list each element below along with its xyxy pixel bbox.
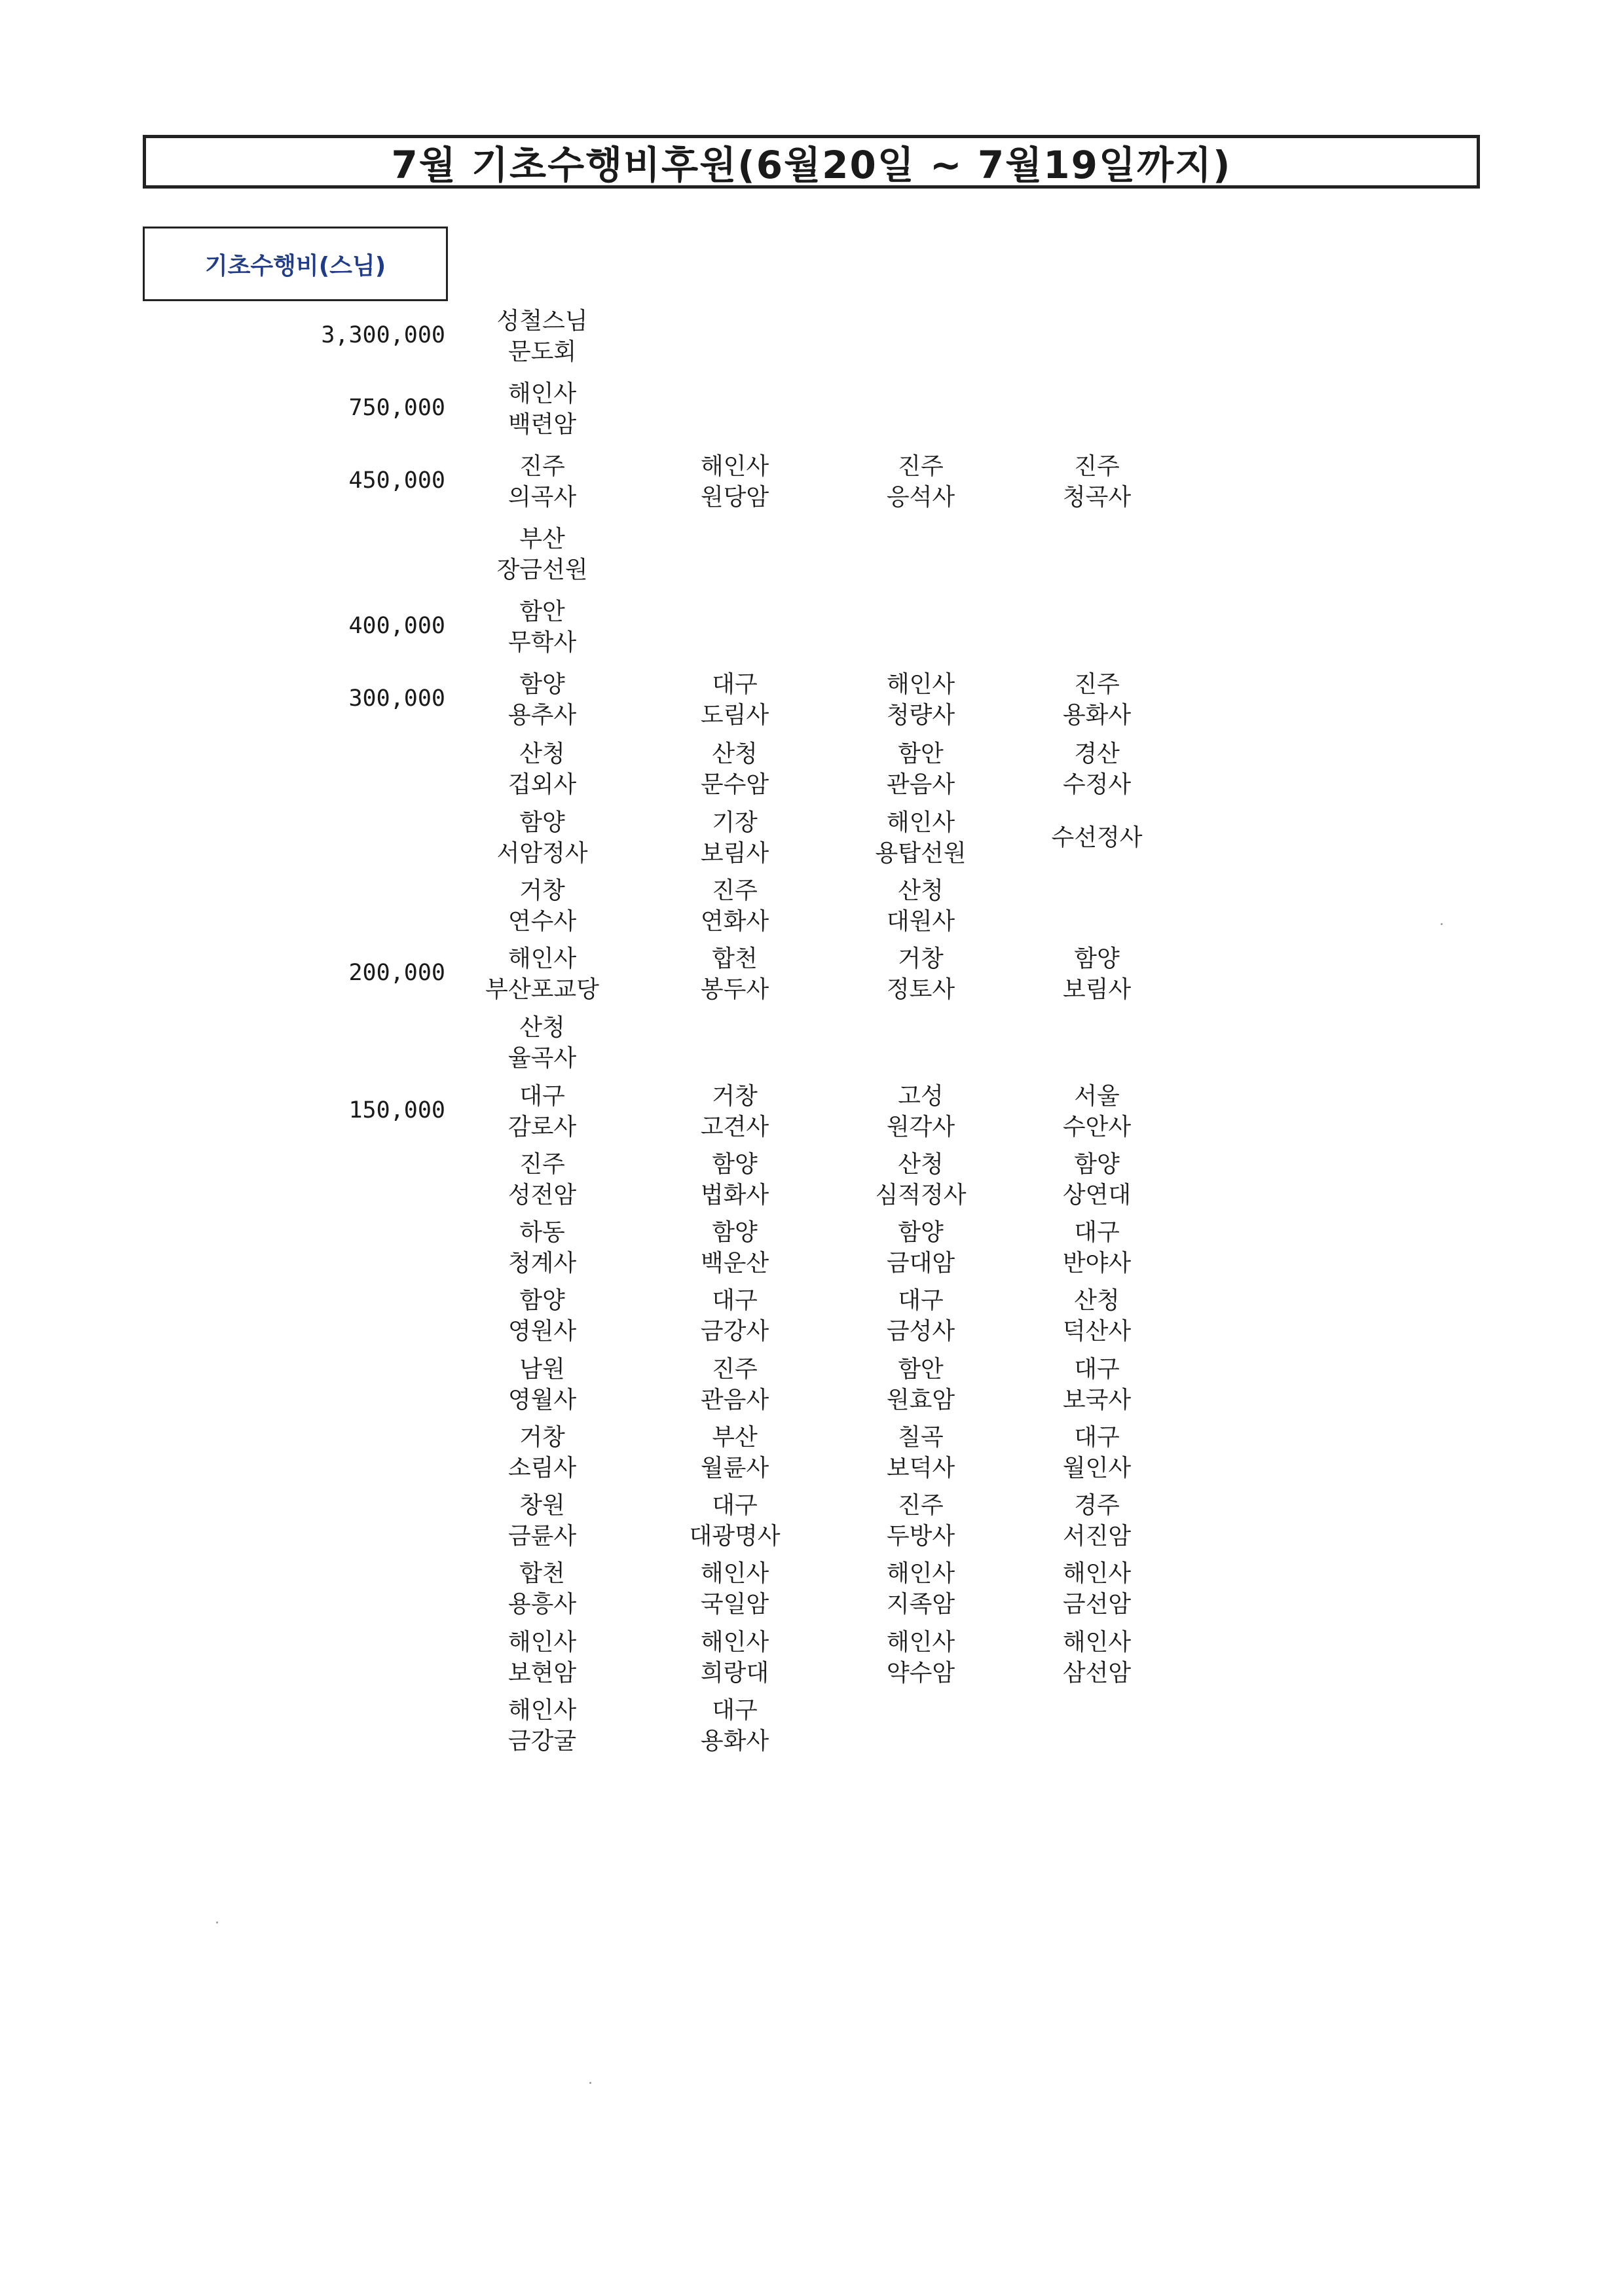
donation-amount: 400,000 bbox=[348, 613, 445, 639]
donor-name: 소림사 bbox=[507, 1455, 577, 1482]
donor-name: 대광명사 bbox=[689, 1523, 781, 1550]
donor-region: 대구 bbox=[712, 1492, 758, 1519]
donor-name: 금강사 bbox=[700, 1318, 769, 1345]
donor-name: 국일암 bbox=[700, 1591, 769, 1618]
donor-name: 용탑선원 bbox=[875, 840, 967, 867]
donor-name: 수안사 bbox=[1062, 1114, 1132, 1140]
donor-name: 삼선암 bbox=[1062, 1660, 1132, 1686]
donor-name: 보림사 bbox=[700, 840, 769, 867]
donor-name: 성전암 bbox=[507, 1182, 577, 1209]
donor-name: 대원사 bbox=[886, 908, 955, 935]
donation-amount: 3,300,000 bbox=[321, 322, 445, 348]
donor-entry bbox=[447, 1422, 637, 1484]
donor-entry bbox=[640, 943, 830, 1005]
donor-region: 경주 bbox=[1074, 1492, 1120, 1519]
donor-name: 반야사 bbox=[1062, 1250, 1132, 1277]
donor-name: 금선암 bbox=[1062, 1591, 1132, 1618]
donor-name: 심적정사 bbox=[875, 1182, 967, 1209]
donor-region: 거창 bbox=[712, 1083, 758, 1110]
donor-entry bbox=[447, 451, 637, 513]
donor-region: 경산 bbox=[1074, 740, 1120, 767]
donor-name: 율곡사 bbox=[507, 1045, 577, 1072]
donation-amount: 200,000 bbox=[348, 960, 445, 986]
donor-entry bbox=[447, 1012, 637, 1074]
donor-region: 성철스님 bbox=[496, 308, 588, 335]
donor-region: 진주 bbox=[712, 877, 758, 904]
donor-region: 거창 bbox=[898, 945, 944, 972]
donor-name: 서진암 bbox=[1062, 1523, 1132, 1550]
donor-entry bbox=[447, 875, 637, 937]
donor-name: 백운산 bbox=[700, 1250, 769, 1277]
donor-region: 해인사 bbox=[507, 380, 577, 407]
donor-entry bbox=[826, 1627, 1016, 1688]
donor-region: 함양 bbox=[1074, 945, 1120, 972]
donor-name: 무학사 bbox=[507, 629, 577, 656]
donor-region: 함안 bbox=[898, 1356, 944, 1383]
donor-name: 금성사 bbox=[886, 1318, 955, 1345]
donor-name: 보림사 bbox=[1062, 976, 1132, 1003]
donor-entry bbox=[640, 1627, 830, 1688]
donor-name: 지족암 bbox=[886, 1591, 955, 1618]
donor-name: 백련암 bbox=[507, 411, 577, 438]
donor-name: 관음사 bbox=[886, 771, 955, 798]
donor-entry bbox=[447, 1081, 637, 1142]
donor-name: 두방사 bbox=[886, 1523, 955, 1550]
donor-name: 원당암 bbox=[700, 484, 769, 511]
donor-entry bbox=[826, 1422, 1016, 1484]
donor-entry bbox=[447, 807, 637, 869]
donor-region: 칠곡 bbox=[898, 1424, 944, 1451]
donor-region: 산청 bbox=[898, 877, 944, 904]
donor-entry bbox=[447, 1149, 637, 1211]
donor-entry bbox=[1002, 1285, 1192, 1347]
donor-entry bbox=[447, 738, 637, 800]
donor-entry bbox=[1002, 1081, 1192, 1142]
donor-entry bbox=[447, 1695, 637, 1757]
donor-region: 진주 bbox=[519, 453, 565, 480]
donor-region: 해인사 bbox=[886, 1629, 955, 1656]
donor-region: 함양 bbox=[712, 1151, 758, 1178]
donor-name: 수선정사 bbox=[1051, 824, 1143, 851]
donor-entry bbox=[826, 738, 1016, 800]
donor-entry bbox=[447, 1558, 637, 1620]
donation-amount: 150,000 bbox=[348, 1097, 445, 1123]
donor-entry bbox=[1002, 1558, 1192, 1620]
donor-name: 용흥사 bbox=[507, 1591, 577, 1618]
scan-speck bbox=[589, 2082, 591, 2084]
donor-region: 대구 bbox=[519, 1083, 565, 1110]
donor-entry bbox=[640, 1217, 830, 1279]
donor-entry bbox=[1002, 807, 1192, 869]
donor-entry bbox=[640, 1285, 830, 1347]
donor-entry bbox=[826, 451, 1016, 513]
donor-region: 해인사 bbox=[507, 1697, 577, 1724]
donor-region: 해인사 bbox=[1062, 1560, 1132, 1587]
donor-region: 해인사 bbox=[700, 1560, 769, 1587]
donation-amount: 450,000 bbox=[348, 467, 445, 494]
donor-entry bbox=[1002, 1217, 1192, 1279]
donor-entry bbox=[447, 596, 637, 658]
donor-region: 고성 bbox=[898, 1083, 944, 1110]
donor-region: 산청 bbox=[519, 1014, 565, 1041]
donor-name: 연수사 bbox=[507, 908, 577, 935]
donor-entry bbox=[447, 1217, 637, 1279]
donor-region: 합천 bbox=[519, 1560, 565, 1587]
donor-name: 영월사 bbox=[507, 1387, 577, 1413]
donor-name: 용화사 bbox=[700, 1728, 769, 1755]
donor-name: 수정사 bbox=[1062, 771, 1132, 798]
donor-name: 의곡사 bbox=[507, 484, 577, 511]
donor-region: 함양 bbox=[519, 671, 565, 698]
donor-region: 하동 bbox=[519, 1219, 565, 1246]
donor-region: 거창 bbox=[519, 877, 565, 904]
donor-name: 약수암 bbox=[886, 1660, 955, 1686]
donor-region: 진주 bbox=[712, 1356, 758, 1383]
donor-entry bbox=[826, 807, 1016, 869]
donor-region: 대구 bbox=[1074, 1424, 1120, 1451]
donor-entry bbox=[640, 1354, 830, 1415]
donor-entry bbox=[1002, 943, 1192, 1005]
donor-name: 희랑대 bbox=[700, 1660, 769, 1686]
donor-region: 함양 bbox=[712, 1219, 758, 1246]
donor-region: 함양 bbox=[1074, 1151, 1120, 1178]
donor-entry bbox=[640, 807, 830, 869]
donor-name: 청계사 bbox=[507, 1250, 577, 1277]
donor-name: 연화사 bbox=[700, 908, 769, 935]
donor-region: 함안 bbox=[898, 740, 944, 767]
donor-name: 감로사 bbox=[507, 1114, 577, 1140]
donor-name: 관음사 bbox=[700, 1387, 769, 1413]
donor-entry bbox=[1002, 738, 1192, 800]
donor-entry bbox=[640, 1490, 830, 1552]
donor-region: 함양 bbox=[519, 1287, 565, 1314]
donor-entry bbox=[447, 1490, 637, 1552]
donor-region: 해인사 bbox=[886, 1560, 955, 1587]
donor-entry bbox=[640, 451, 830, 513]
donor-name: 문도회 bbox=[507, 338, 577, 365]
donor-entry bbox=[447, 943, 637, 1005]
donor-name: 금륜사 bbox=[507, 1523, 577, 1550]
donor-name: 정토사 bbox=[886, 976, 955, 1003]
section-label: 기초수행비(스님) bbox=[143, 227, 448, 301]
donor-entry bbox=[640, 875, 830, 937]
donor-entry bbox=[1002, 1490, 1192, 1552]
donor-entry bbox=[640, 738, 830, 800]
donor-region: 창원 bbox=[519, 1492, 565, 1519]
donor-name: 상연대 bbox=[1062, 1182, 1132, 1209]
donor-region: 해인사 bbox=[700, 1629, 769, 1656]
donor-entry bbox=[826, 1490, 1016, 1552]
donor-region: 진주 bbox=[1074, 453, 1120, 480]
donor-region: 산청 bbox=[1074, 1287, 1120, 1314]
donor-region: 진주 bbox=[1074, 671, 1120, 698]
donor-region: 대구 bbox=[712, 1287, 758, 1314]
donor-region: 함양 bbox=[519, 809, 565, 836]
donor-entry bbox=[826, 1558, 1016, 1620]
donor-region: 서울 bbox=[1074, 1083, 1120, 1110]
donor-region: 부산 bbox=[712, 1424, 758, 1451]
scan-speck bbox=[1441, 923, 1443, 925]
donor-region: 대구 bbox=[1074, 1219, 1120, 1246]
page-title: 7월 기초수행비후원(6월20일 ~ 7월19일까지) bbox=[143, 135, 1480, 189]
donor-entry bbox=[826, 1149, 1016, 1211]
donor-region: 함안 bbox=[519, 598, 565, 625]
donor-region: 진주 bbox=[519, 1151, 565, 1178]
donor-entry bbox=[447, 306, 637, 367]
donor-name: 응석사 bbox=[886, 484, 955, 511]
donor-region: 해인사 bbox=[886, 671, 955, 698]
donor-name: 법화사 bbox=[700, 1182, 769, 1209]
donor-region: 진주 bbox=[898, 453, 944, 480]
donor-entry bbox=[447, 669, 637, 731]
donor-entry bbox=[1002, 1354, 1192, 1415]
donor-entry bbox=[447, 1354, 637, 1415]
donor-region: 기장 bbox=[712, 809, 758, 836]
donor-name: 보현암 bbox=[507, 1660, 577, 1686]
donor-region: 대구 bbox=[712, 1697, 758, 1724]
donor-entry bbox=[640, 1695, 830, 1757]
donor-entry bbox=[1002, 1627, 1192, 1688]
donor-region: 남원 bbox=[519, 1356, 565, 1383]
donor-region: 해인사 bbox=[886, 809, 955, 836]
donor-entry bbox=[826, 1285, 1016, 1347]
donor-region: 해인사 bbox=[1062, 1629, 1132, 1656]
donor-region: 거창 bbox=[519, 1424, 565, 1451]
donor-entry bbox=[826, 1354, 1016, 1415]
donor-entry bbox=[1002, 1422, 1192, 1484]
donor-entry bbox=[640, 669, 830, 731]
donor-region: 함양 bbox=[898, 1219, 944, 1246]
donor-name: 문수암 bbox=[700, 771, 769, 798]
donor-entry bbox=[640, 1081, 830, 1142]
donor-entry bbox=[640, 1149, 830, 1211]
donor-entry bbox=[447, 524, 637, 585]
donor-name: 겁외사 bbox=[507, 771, 577, 798]
donor-region: 해인사 bbox=[507, 945, 577, 972]
donor-entry bbox=[1002, 1149, 1192, 1211]
scan-speck bbox=[216, 1922, 218, 1923]
donor-entry bbox=[826, 943, 1016, 1005]
donor-name: 장금선원 bbox=[496, 556, 588, 583]
donor-name: 원효암 bbox=[886, 1387, 955, 1413]
donor-name: 월륜사 bbox=[700, 1455, 769, 1482]
donor-name: 보국사 bbox=[1062, 1387, 1132, 1413]
donor-entry bbox=[640, 1422, 830, 1484]
donor-region: 부산 bbox=[519, 526, 565, 553]
donor-name: 금대암 bbox=[886, 1250, 955, 1277]
donor-region: 진주 bbox=[898, 1492, 944, 1519]
donor-region: 산청 bbox=[519, 740, 565, 767]
donor-region: 산청 bbox=[898, 1151, 944, 1178]
donor-name: 고견사 bbox=[700, 1114, 769, 1140]
donor-name: 영원사 bbox=[507, 1318, 577, 1345]
donor-name: 보덕사 bbox=[886, 1455, 955, 1482]
donor-name: 용화사 bbox=[1062, 702, 1132, 729]
donor-region: 해인사 bbox=[700, 453, 769, 480]
donor-name: 월인사 bbox=[1062, 1455, 1132, 1482]
donor-region: 대구 bbox=[898, 1287, 944, 1314]
donor-entry bbox=[826, 1081, 1016, 1142]
donor-name: 청량사 bbox=[886, 702, 955, 729]
donor-name: 서암정사 bbox=[496, 840, 588, 867]
donor-name: 금강굴 bbox=[507, 1728, 577, 1755]
donation-amount: 300,000 bbox=[348, 685, 445, 712]
donor-name: 용추사 bbox=[507, 702, 577, 729]
donor-entry bbox=[640, 1558, 830, 1620]
donor-entry bbox=[1002, 669, 1192, 731]
donation-amount: 750,000 bbox=[348, 395, 445, 421]
donor-name: 원각사 bbox=[886, 1114, 955, 1140]
donor-region: 대구 bbox=[1074, 1356, 1120, 1383]
donor-entry bbox=[826, 875, 1016, 937]
donor-entry bbox=[447, 378, 637, 440]
donor-name: 도림사 bbox=[700, 702, 769, 729]
donor-entry bbox=[447, 1285, 637, 1347]
donor-name: 청곡사 bbox=[1062, 484, 1132, 511]
donor-region: 산청 bbox=[712, 740, 758, 767]
donor-region: 대구 bbox=[712, 671, 758, 698]
donor-entry bbox=[826, 1217, 1016, 1279]
donor-name: 부산포교당 bbox=[485, 976, 599, 1003]
donor-entry bbox=[826, 669, 1016, 731]
donor-region: 합천 bbox=[712, 945, 758, 972]
donor-name: 덕산사 bbox=[1062, 1318, 1132, 1345]
donor-name: 봉두사 bbox=[700, 976, 769, 1003]
donor-entry bbox=[1002, 451, 1192, 513]
donor-entry bbox=[447, 1627, 637, 1688]
donor-region: 해인사 bbox=[507, 1629, 577, 1656]
